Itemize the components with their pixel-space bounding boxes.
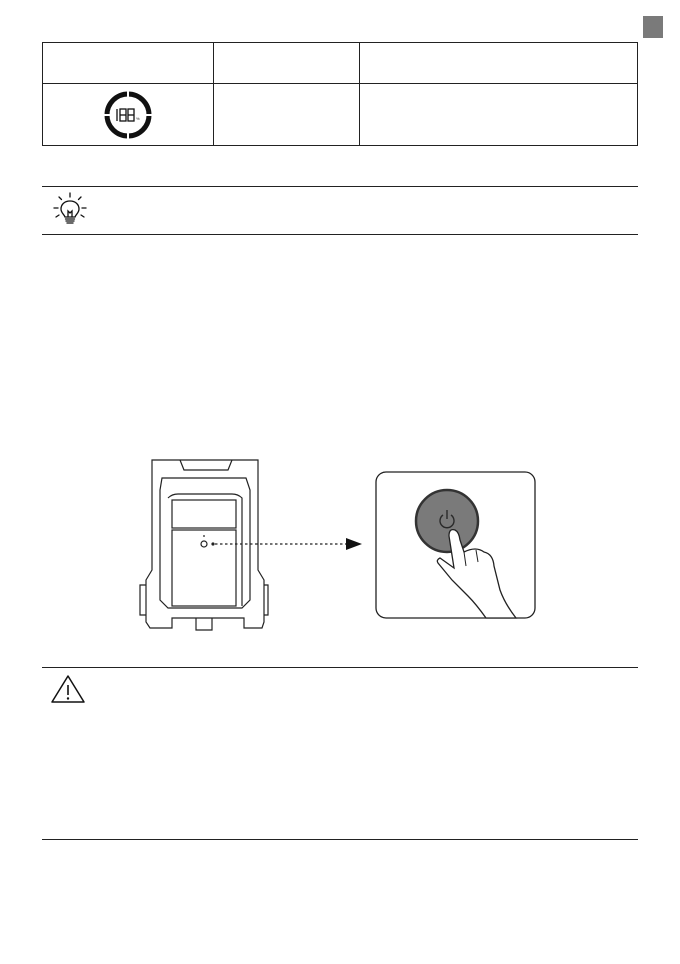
svg-text:%: % [136, 115, 140, 121]
warning-top-rule [42, 667, 638, 668]
warning-bottom-rule [42, 839, 638, 840]
power-button-closeup [376, 472, 535, 618]
power-station-front [140, 460, 268, 630]
warning-triangle-icon [50, 673, 86, 710]
